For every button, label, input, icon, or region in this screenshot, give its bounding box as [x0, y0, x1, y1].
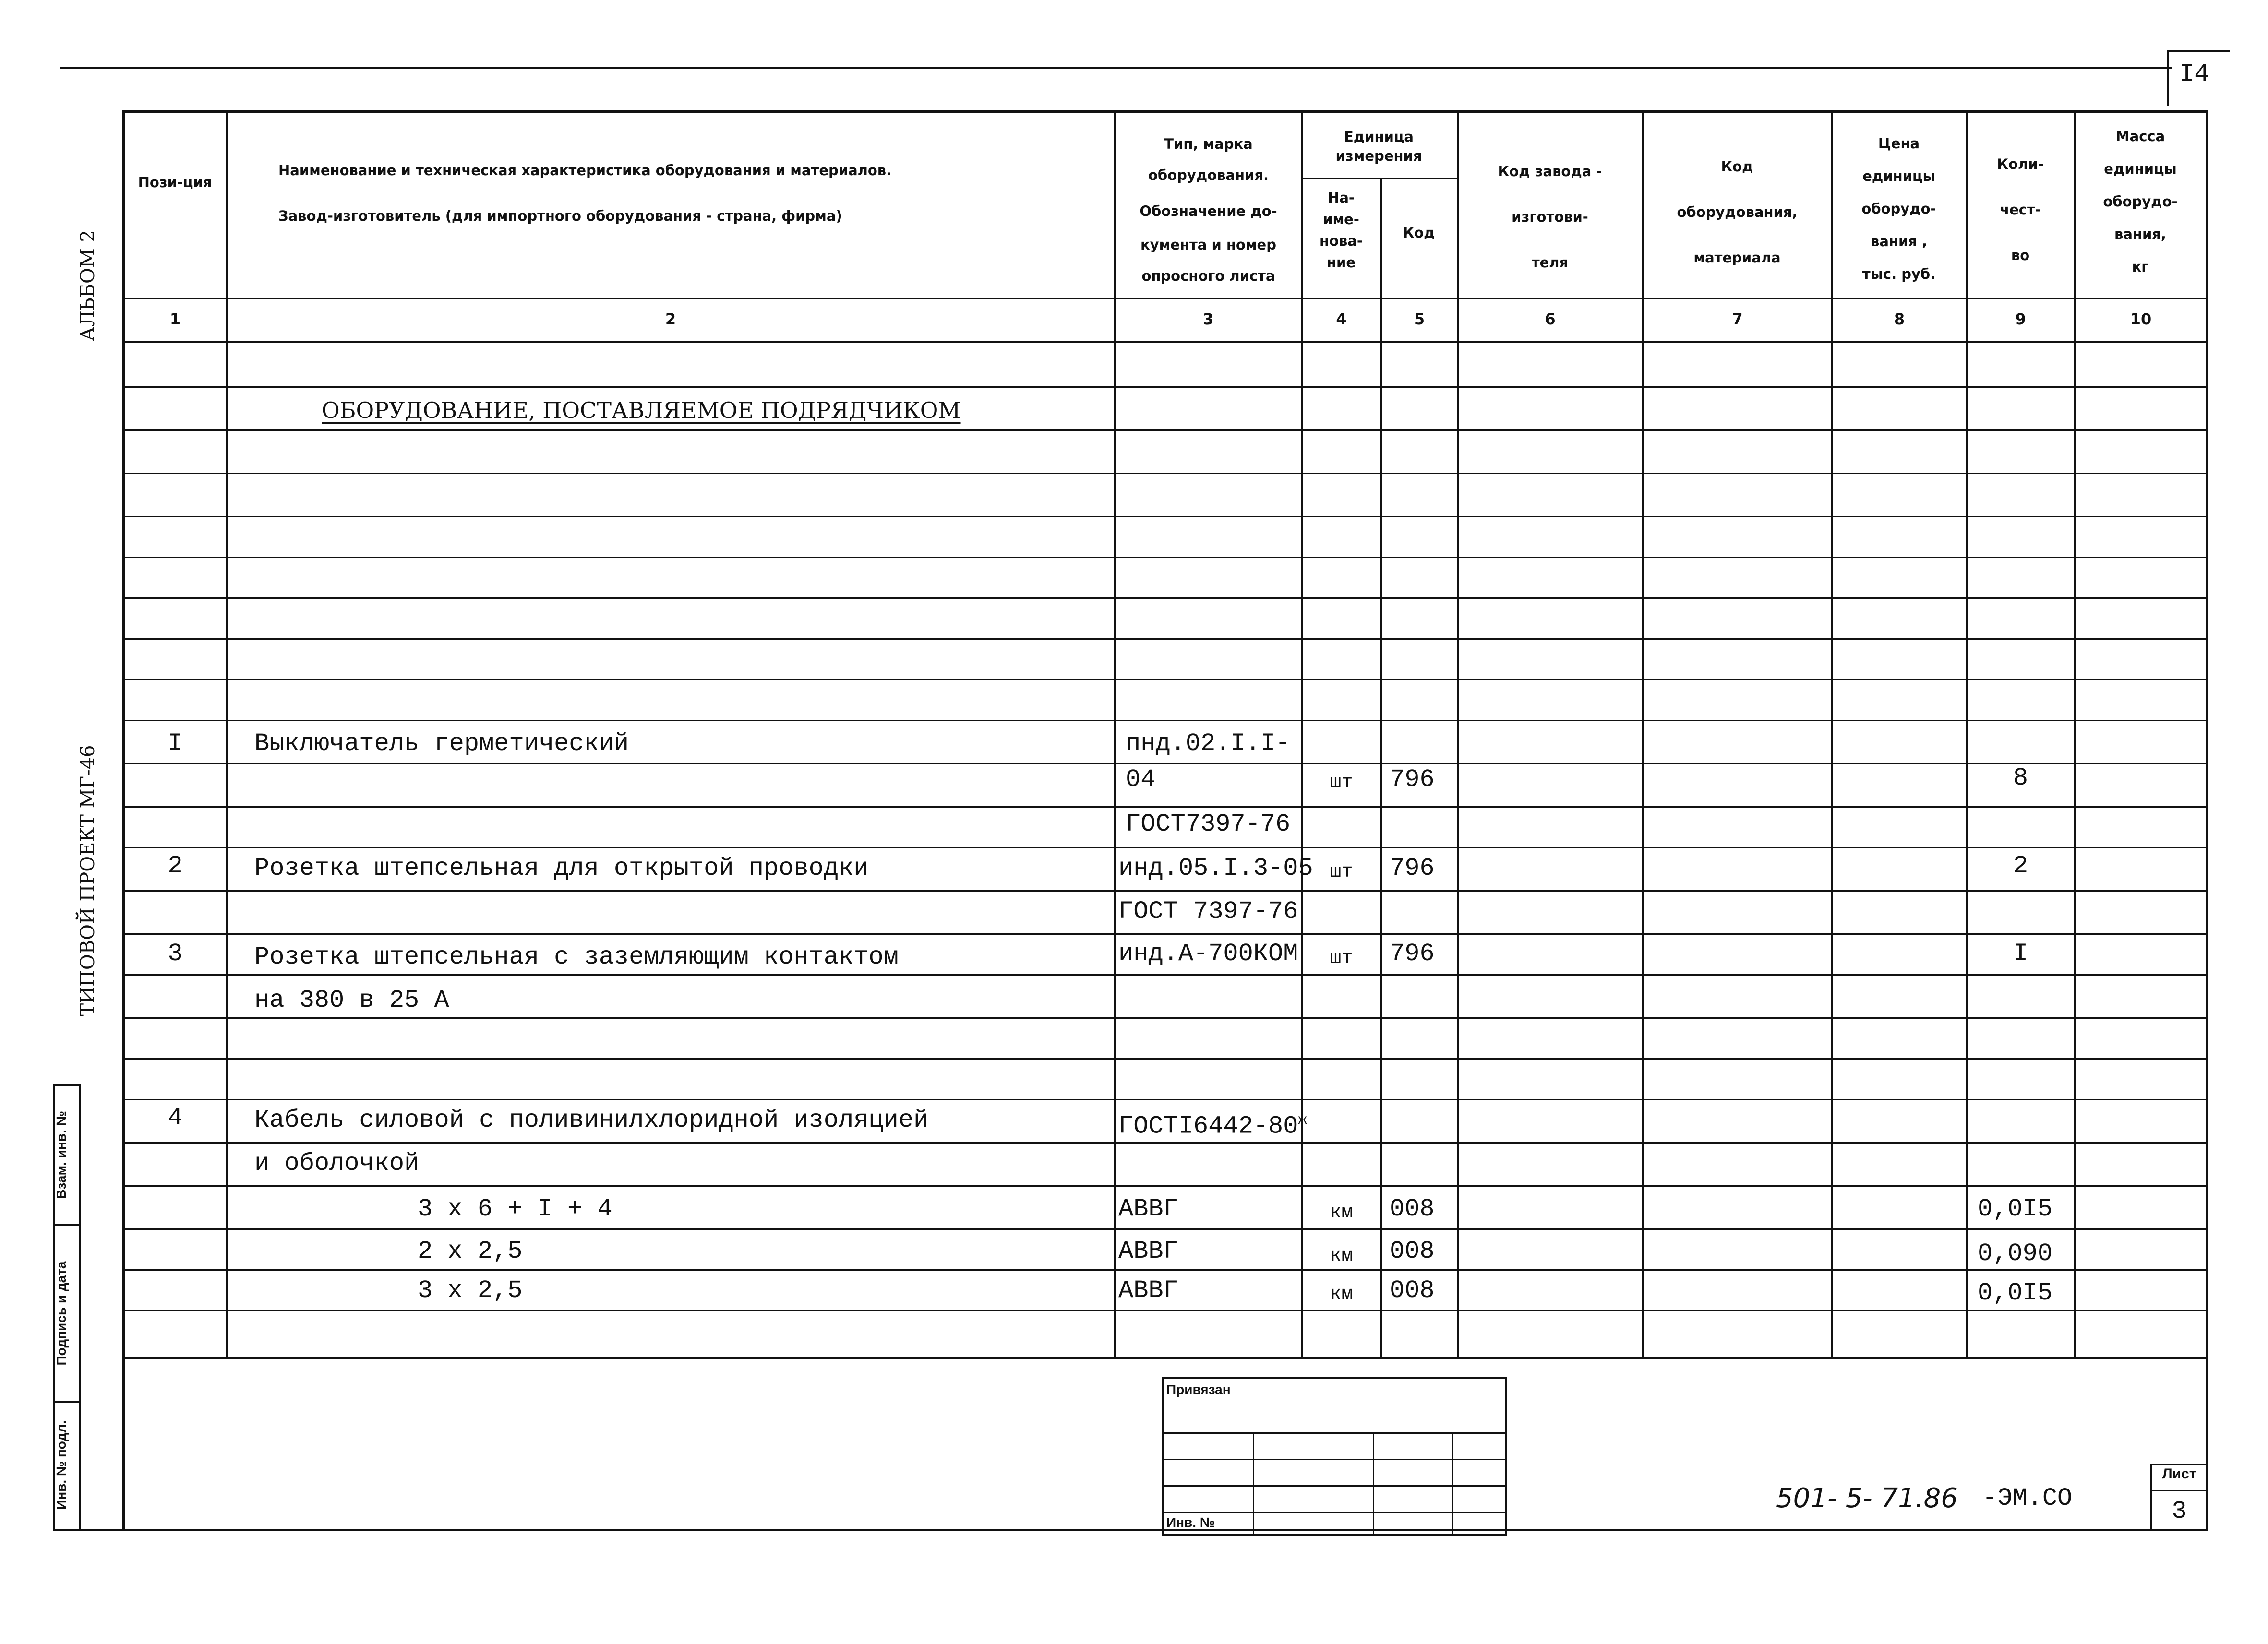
- sheet-number: 3: [2172, 1497, 2187, 1525]
- header-quantity: Коли- чест- во: [1997, 156, 2044, 263]
- row-10-unit: км: [1330, 1202, 1353, 1224]
- column-number-8: 8: [1894, 310, 1905, 328]
- document-suffix: -ЭМ.СО: [1982, 1484, 2073, 1513]
- header-unit-code: Код: [1403, 225, 1435, 241]
- row-8-name: Кабель силовой с поливинилхлоридной изоляцией: [254, 1106, 929, 1134]
- document-code: 501- 5- 71.86: [1776, 1483, 1958, 1514]
- row-4-name: Розетка штепсельная для открытой проводки: [254, 854, 869, 882]
- row-8-type: $ГОСТI6442-80^ж$: [1118, 1112, 1307, 1141]
- frame-bottom: [79, 1529, 2208, 1531]
- row-12-unit: км: [1330, 1284, 1353, 1305]
- header-equipment-code: Код оборудования, материала: [1677, 158, 1798, 266]
- header-position: Пози-ция: [138, 174, 212, 191]
- row-9-name: и оболочкой: [254, 1149, 420, 1178]
- row-10-type: АВВГ: [1118, 1195, 1178, 1223]
- row-6-unit: шт: [1330, 948, 1353, 969]
- project-label: ТИПОВОЙ ПРОЕКТ МГ-46: [77, 745, 99, 1016]
- page-number-box-left: [2167, 50, 2169, 106]
- row-3-type: ГОСТ7397-76: [1126, 810, 1291, 838]
- album-label: АЛЬБОМ 2: [77, 230, 99, 341]
- row-6-name: Розетка штепсельная с заземляющим контактом: [254, 943, 899, 971]
- inventory-number-label: Инв. №: [1166, 1515, 1215, 1530]
- column-number-2: 2: [665, 310, 676, 328]
- column-number-4: 4: [1336, 310, 1347, 328]
- header-type-4: кумента и номер: [1140, 237, 1276, 253]
- row-1-name: Выключатель герметический: [254, 729, 629, 758]
- page-number-box-top: [2167, 50, 2230, 52]
- row-12-quantity: 0,0I5: [1978, 1279, 2053, 1307]
- page-number: I4: [2179, 60, 2209, 88]
- header-type-1: Тип, марка: [1164, 136, 1253, 152]
- row-12-code: 008: [1390, 1276, 1435, 1305]
- header-mass: Масса единицы оборудо- вания, кг: [2103, 128, 2178, 275]
- column-number-6: 6: [1545, 310, 1556, 328]
- row-11-code: 008: [1390, 1237, 1435, 1265]
- stamp-replacement: Взам. инв. №: [54, 1111, 69, 1199]
- row-6-quantity: I: [2013, 940, 2028, 968]
- row-6-type: инд.А-700КОМ: [1118, 940, 1298, 968]
- column-number-7: 7: [1732, 310, 1743, 328]
- row-4-position: 2: [168, 852, 183, 880]
- column-number-9: 9: [2015, 310, 2026, 328]
- row-4-code: 796: [1390, 854, 1435, 882]
- section-title: ОБОРУДОВАНИЕ, ПОСТАВЛЯЕМОЕ ПОДРЯДЧИКОМ: [322, 397, 961, 423]
- header-type-5: опросного листа: [1141, 268, 1275, 284]
- frame-right: [2206, 110, 2208, 1531]
- row-11-name: 2 x 2,5: [418, 1237, 523, 1265]
- stamp-signature: Подпись и дата: [54, 1261, 69, 1366]
- header-type-3: Обозначение до-: [1140, 203, 1277, 219]
- column-number-10: 10: [2130, 310, 2152, 328]
- header-name-line1: Наименование и техническая характеристика оборудования и материалов.: [278, 162, 892, 179]
- row-6-position: 3: [168, 940, 183, 968]
- column-number-1: 1: [169, 310, 181, 328]
- row-1-position: I: [168, 729, 183, 758]
- row-4-quantity: 2: [2013, 852, 2028, 880]
- header-name-line2: Завод-изготовитель (для импортного оборудования - страна, фирма): [278, 208, 842, 224]
- row-11-unit: км: [1330, 1245, 1353, 1267]
- row-10-name: 3 x 6 + I + 4: [418, 1195, 612, 1223]
- stamp-col-right: [79, 1084, 81, 1531]
- row-2-code: 796: [1390, 765, 1435, 794]
- row-11-quantity: 0,090: [1978, 1239, 2053, 1268]
- row-2-quantity: 8: [2013, 764, 2028, 792]
- row-2-type: 04: [1126, 765, 1156, 794]
- sheet-label: Лист: [2162, 1466, 2196, 1482]
- row-5-type: ГОСТ 7397-76: [1118, 897, 1298, 926]
- row-11-type: АВВГ: [1118, 1237, 1178, 1265]
- header-unit-group: Единица измерения: [1335, 129, 1422, 164]
- row-4-type: инд.05.I.3-05: [1118, 854, 1313, 882]
- row-8-position: 4: [168, 1104, 183, 1132]
- stamp-inventory: Инв. № подл.: [54, 1420, 69, 1510]
- row-10-quantity: 0,0I5: [1978, 1195, 2053, 1223]
- row-10-code: 008: [1390, 1195, 1435, 1223]
- row-7-name: на 380 в 25 А: [254, 986, 449, 1014]
- row-2-unit: шт: [1330, 772, 1353, 794]
- top-rule: [60, 67, 2172, 69]
- frame-top: [122, 110, 2208, 113]
- linked-label: Привязан: [1166, 1382, 1231, 1397]
- header-unit-name: На- име- нова- ние: [1320, 190, 1363, 271]
- row-1-type: пнд.02.I.I-: [1126, 729, 1291, 758]
- row-12-type: АВВГ: [1118, 1276, 1178, 1305]
- column-number-5: 5: [1414, 310, 1425, 328]
- header-price: Цена единицы оборудо- вания , тыс. руб.: [1861, 135, 1936, 282]
- row-4-unit: шт: [1330, 861, 1353, 883]
- row-6-code: 796: [1390, 940, 1435, 968]
- row-8-type-superscript: ж: [1298, 1112, 1307, 1129]
- header-manufacturer-code: Код завода - изготови- теля: [1498, 163, 1602, 271]
- header-type-2: оборудования.: [1148, 167, 1269, 183]
- column-number-3: 3: [1202, 310, 1214, 328]
- row-12-name: 3 x 2,5: [418, 1276, 523, 1305]
